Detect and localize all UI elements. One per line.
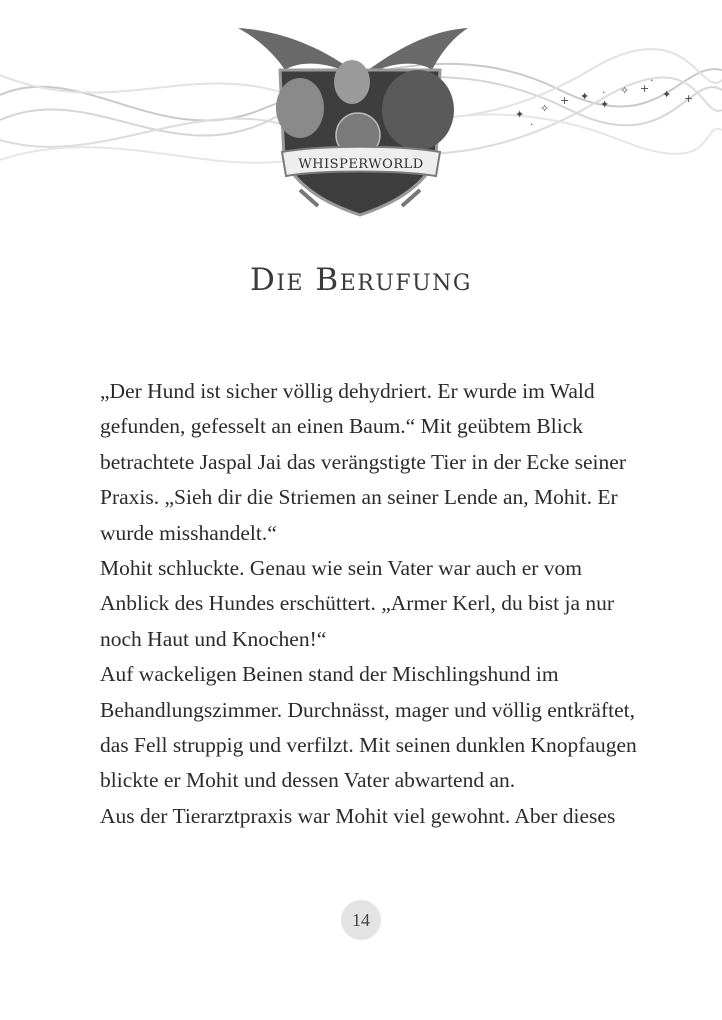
chapter-title: Die Berufung <box>249 262 473 298</box>
svg-text:·: · <box>530 118 534 131</box>
svg-text:+: + <box>560 94 570 107</box>
header-decoration <box>0 0 722 240</box>
svg-text:✦: ✦ <box>662 88 672 101</box>
svg-text:✦: ✦ <box>515 108 525 121</box>
paragraph: Aus der Tierarztpraxis war Mohit viel gewohnt. Aber dieses <box>100 803 616 828</box>
svg-text:✦: ✦ <box>580 90 590 103</box>
svg-text:+: + <box>640 82 650 95</box>
lion-shape <box>382 70 454 150</box>
chapter-body <box>100 374 640 834</box>
wing-left <box>238 28 352 75</box>
logo-text: WHISPERWORLD <box>298 157 424 172</box>
lizard-shape <box>276 78 324 138</box>
svg-text:✧: ✧ <box>540 102 550 115</box>
wing-right <box>368 28 468 75</box>
svg-text:✦: ✦ <box>600 98 610 111</box>
svg-text:✧: ✧ <box>620 84 630 97</box>
paragraph: Auf wackeligen Beinen stand der Mischlingshund im Behandlungszimmer. Durchnässt, mager und völlig entkräftet, das Fell struppig und verfilzt. Mit seinen dunklen Knopfaugen blickte er Mohit und dessen Vater abwartend an. <box>100 662 637 793</box>
parrot-shape <box>334 60 370 104</box>
svg-text:+: + <box>684 92 694 105</box>
page-number: 14 <box>341 900 381 940</box>
paragraph: Mohit schluckte. Genau wie sein Vater war auch er vom Anblick des Hundes erschüttert. „Armer Kerl, du bist ja nur noch Haut und Knochen!“ <box>100 556 615 651</box>
paragraph: „Der Hund ist sicher völlig dehydriert. Er wurde im Wald gefunden, gefesselt an einen Baum.“ Mit geübtem Blick betrachtete Jaspal Jai das verängstigte Tier in der Ecke seiner Praxis. „Sieh dir die Striemen an seiner Lende an, Mohit. Er wurde misshandelt.“ <box>100 379 626 545</box>
svg-text:·: · <box>602 86 606 99</box>
svg-text:·: · <box>650 74 654 87</box>
